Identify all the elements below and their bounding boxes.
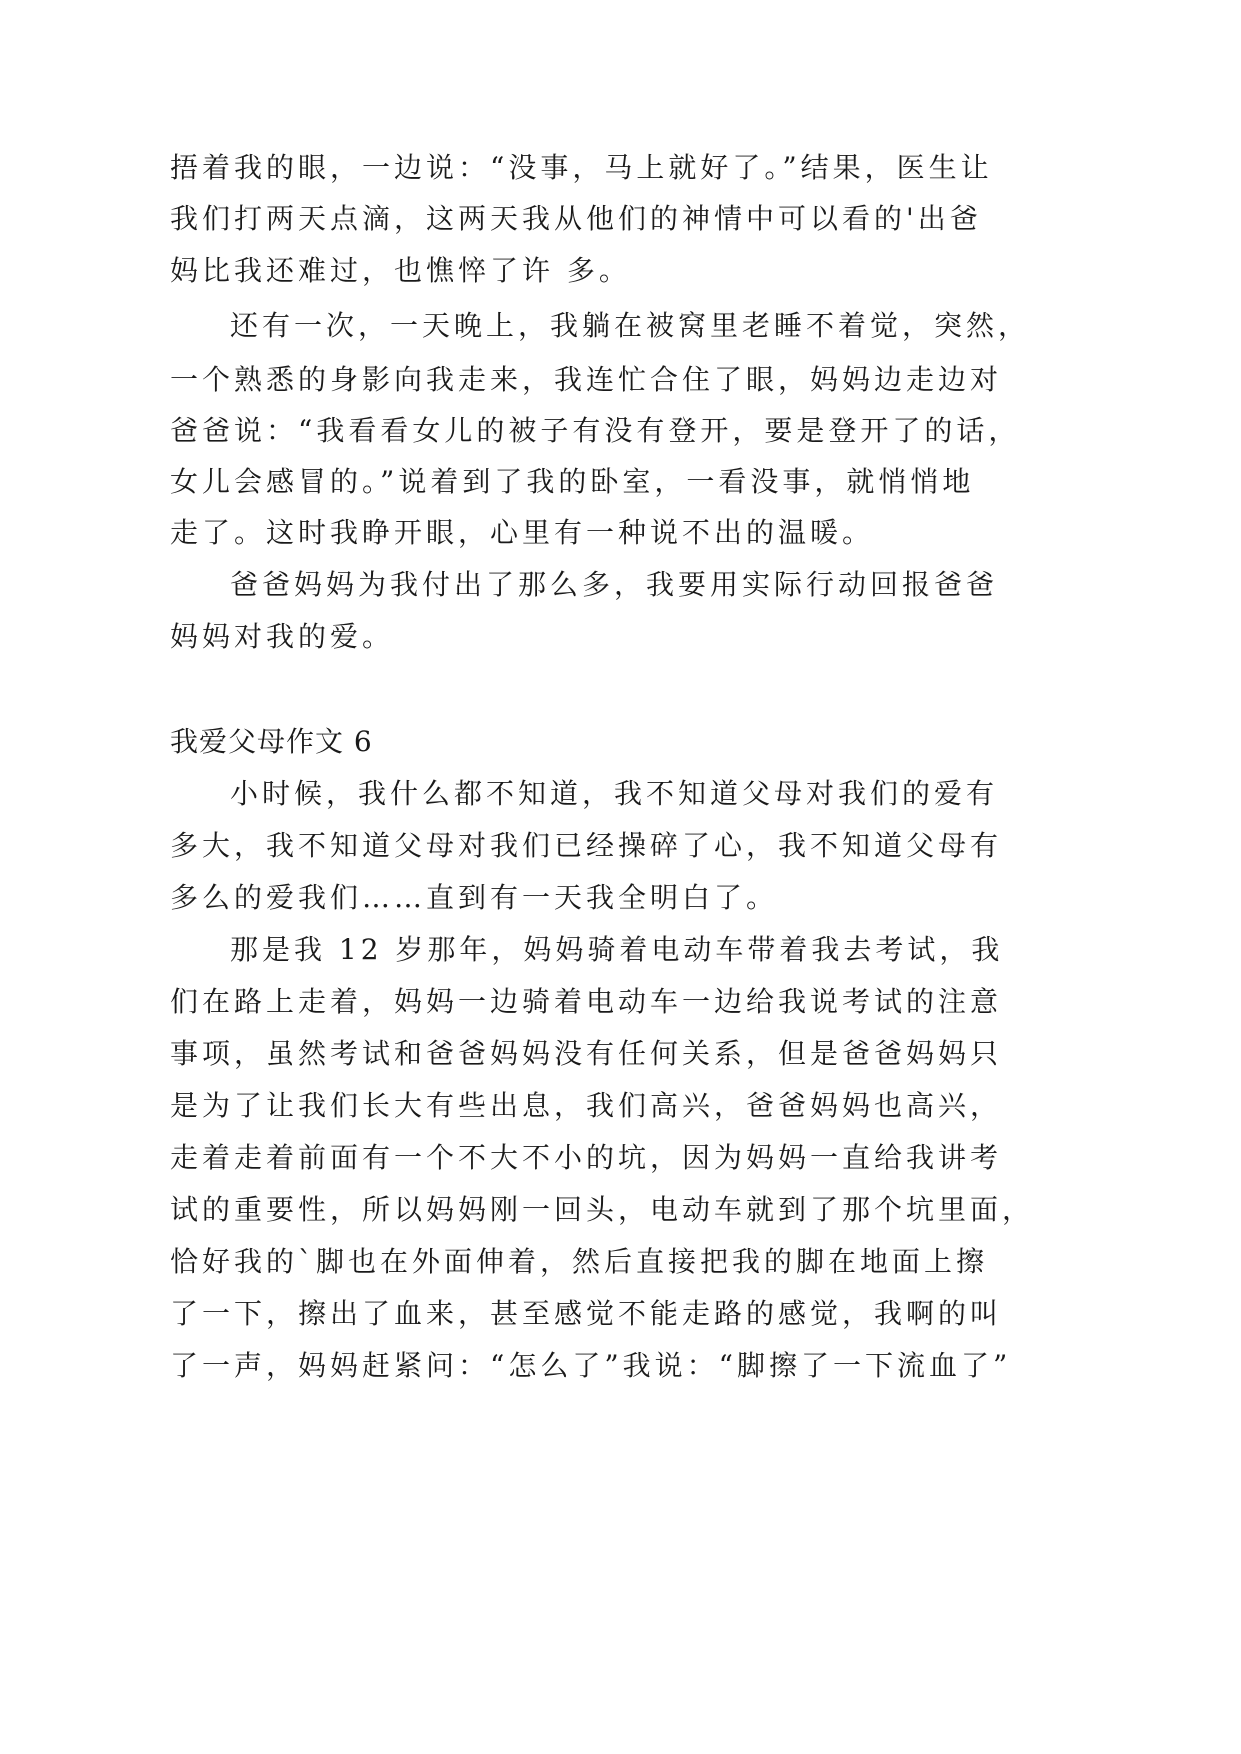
paragraph-line: 多大，我不知道父母对我们已经操碎了心，我不知道父母有 xyxy=(170,829,1003,862)
paragraph-line: 小时候，我什么都不知道，我不知道父母对我们的爱有 xyxy=(230,777,999,810)
paragraph-line: 爸爸说：“我看看女儿的被子有没有登开，要是登开了的话， xyxy=(170,414,1021,447)
paragraph-line: 走了。这时我睁开眼，心里有一种说不出的温暖。 xyxy=(170,516,875,549)
paragraph-line: 妈比我还难过，也憔悴了许 多。 xyxy=(170,254,631,287)
paragraph-line: 事项，虽然考试和爸爸妈妈没有任何关系，但是爸爸妈妈只 xyxy=(170,1037,1003,1070)
paragraph-line: 了一声，妈妈赶紧问：“怎么了”我说：“脚擦了一下流血了” xyxy=(170,1349,1012,1382)
paragraph-line: 捂着我的眼，一边说：“没事，马上就好了。”结果，医生让 xyxy=(170,151,993,184)
paragraph-line: 我们打两天点滴，这两天我从他们的神情中可以看的'出爸 xyxy=(170,202,982,235)
paragraph-line: 是为了让我们长大有些出息，我们高兴，爸爸妈妈也高兴， xyxy=(170,1089,1003,1122)
paragraph-line: 试的重要性，所以妈妈刚一回头，电动车就到了那个坑里面， xyxy=(170,1193,1035,1226)
paragraph-line: 还有一次，一天晚上，我躺在被窝里老睡不着觉，突然， xyxy=(230,309,1031,342)
paragraph-line: 那是我 12 岁那年，妈妈骑着电动车带着我去考试，我 xyxy=(230,933,1004,966)
section-heading: 我爱父母作文 6 xyxy=(170,725,373,758)
paragraph-line: 走着走着前面有一个不大不小的坑，因为妈妈一直给我讲考 xyxy=(170,1141,1003,1174)
paragraph-line: 了一下，擦出了血来，甚至感觉不能走路的感觉，我啊的叫 xyxy=(170,1297,1003,1330)
paragraph-line: 一个熟悉的身影向我走来，我连忙合住了眼，妈妈边走边对 xyxy=(170,363,1003,396)
paragraph-line: 爸爸妈妈为我付出了那么多，我要用实际行动回报爸爸 xyxy=(230,568,999,601)
paragraph-line: 女儿会感冒的。”说着到了我的卧室，一看没事，就悄悄地 xyxy=(170,465,975,498)
paragraph-line: 恰好我的`脚也在外面伸着，然后直接把我的脚在地面上擦 xyxy=(170,1245,989,1278)
paragraph-line: 们在路上走着，妈妈一边骑着电动车一边给我说考试的注意 xyxy=(170,985,1003,1018)
paragraph-line: 妈妈对我的爱。 xyxy=(170,620,395,653)
paragraph-line: 多么的爱我们……直到有一天我全明白了。 xyxy=(170,881,779,914)
